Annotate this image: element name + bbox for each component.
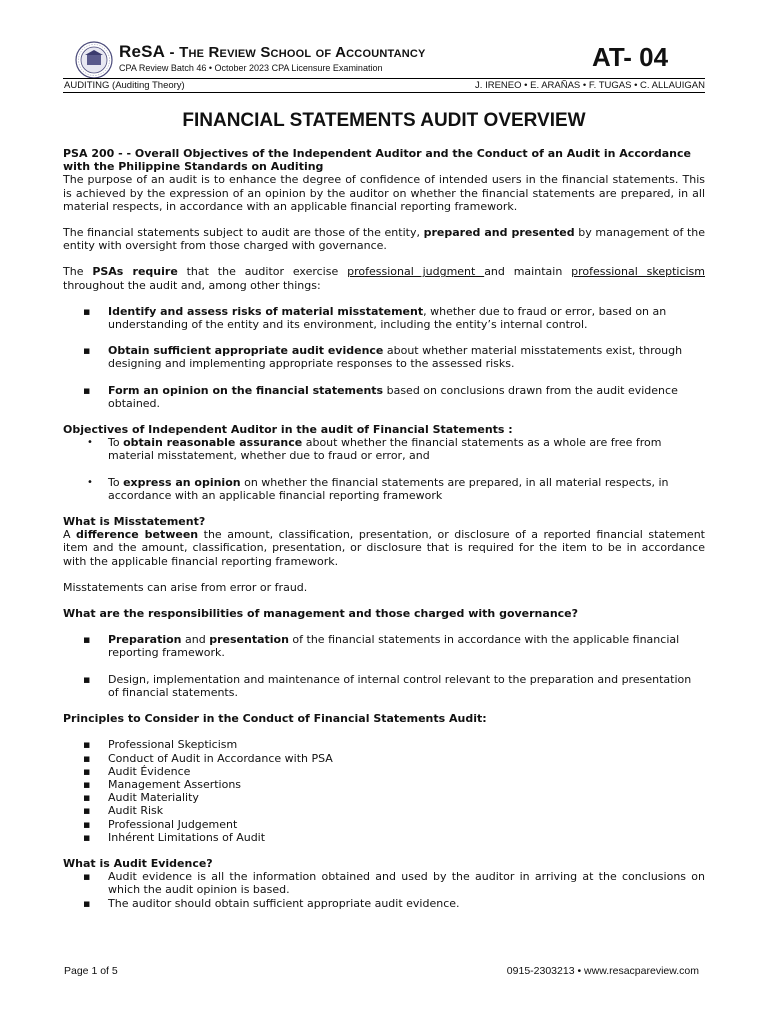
item-bold: Obtain sufficient appropriate audit evidence [108, 344, 384, 358]
item-text: about whether material misstatements exist, through designing and implementing appropriate responses to the assessed risks. [108, 344, 683, 371]
document-code: AT- 04 [592, 42, 669, 72]
list-item: ▪ Professional Judgement [63, 818, 705, 831]
item-text: To [108, 436, 124, 450]
para-text: by management of the entity with oversight from those charged with governance. [63, 226, 705, 253]
list-item: ▪ Professional Skepticism [63, 738, 705, 751]
para-bold: PSAs require [92, 265, 178, 279]
item-text: based on conclusions drawn from the audit evidence obtained. [108, 383, 678, 410]
list-item [63, 633, 705, 659]
page-number: Page 1 of 5 [64, 965, 118, 977]
contact-info: 0915-2303213 • www.resacpareview.com [506, 965, 699, 977]
psa-heading: PSA 200 - - Overall Objectives of the Independent Auditor and the Conduct of an Audit in Accordance with the Philippine Standards on Auditing [63, 147, 691, 174]
item-text: and [181, 633, 210, 647]
list-item [63, 305, 705, 331]
para-text: A [63, 528, 77, 542]
para-text: throughout the audit and, among other things: [63, 278, 321, 292]
para-bold: difference between [76, 528, 199, 542]
psa-require-paragraph [63, 265, 705, 291]
list-item [63, 436, 705, 462]
list-item: ▪ Design, implementation and maintenance of internal control relevant to the preparation and presentation of financial statements. [63, 673, 705, 699]
psa-purpose-paragraph: The purpose of an audit is to enhance the degree of confidence of intended users in the financial statements. This is achieved by the expression of an opinion by the auditor on whether the financial statements are prepared, in all material respects, in accordance with an applicable financial reporting framework. [63, 173, 705, 213]
responsibilities-list [63, 633, 705, 699]
para-text: that the auditor exercise [177, 265, 348, 279]
evidence-heading: What is Audit Evidence? [63, 856, 213, 870]
item-bold: obtain reasonable assurance [123, 436, 303, 450]
school-name [119, 42, 426, 62]
objectives-list [63, 436, 705, 502]
school-name-text: - The Review School of Accountancy [165, 44, 426, 61]
item-text: on whether the financial statements are prepared, in all material respects, in accordance with an applicable financial reporting framework [108, 475, 669, 502]
list-item: ▪ Audit Risk [63, 804, 705, 817]
misstatement-arise: Misstatements can arise from error or fraud. [63, 580, 308, 594]
item-bold: presentation [209, 633, 289, 647]
item-bold: Form an opinion on the financial statements [108, 383, 384, 397]
document-title: FINANCIAL STATEMENTS AUDIT OVERVIEW [182, 110, 586, 131]
item-bold: Preparation [108, 633, 182, 647]
list-item: ▪ Management Assertions [63, 778, 705, 791]
evidence-list [63, 870, 705, 910]
item-text: , whether due to fraud or error, based on an understanding of the entity and its environment, including the entity’s internal control. [108, 304, 667, 332]
objectives-heading: Objectives of Independent Auditor in the audit of Financial Statements : [63, 423, 513, 437]
resa-logo-icon [75, 41, 113, 79]
list-item: ▪ The auditor should obtain sufficient appropriate audit evidence. [63, 897, 705, 910]
list-item [63, 344, 705, 370]
item-text: of the financial statements in accordance with the applicable financial reporting framework. [108, 633, 680, 660]
list-item: ▪ Conduct of Audit in Accordance with PSA [63, 752, 705, 765]
subject-label: AUDITING (Auditing Theory) [64, 80, 185, 91]
psa-requirements-list [63, 305, 705, 410]
document-body [63, 147, 705, 910]
para-text: The financial statements subject to audit are those of the entity, [63, 226, 424, 240]
list-item [63, 476, 705, 502]
para-underline: professional skepticism [571, 265, 706, 279]
principles-heading: Principles to Consider in the Conduct of Financial Statements Audit: [63, 712, 487, 726]
para-bold: prepared and presented [423, 226, 575, 240]
para-text: and maintain [484, 265, 572, 279]
para-underline: professional judgment [347, 265, 485, 279]
item-text: To [108, 475, 124, 489]
misstatement-definition [63, 528, 705, 568]
batch-line: CPA Review Batch 46 • October 2023 CPA Licensure Examination [119, 63, 383, 73]
principles-list [63, 738, 705, 844]
list-item: ▪ Audit Materiality [63, 791, 705, 804]
item-bold: express an opinion [123, 475, 241, 489]
para-text: The [63, 265, 93, 279]
misstatement-heading: What is Misstatement? [63, 515, 206, 529]
list-item: ▪ Audit Évidence [63, 765, 705, 778]
item-text: about whether the financial statements as a whole are free from material misstatement, whether due to fraud or error, and [108, 436, 662, 463]
responsibilities-heading: What are the responsibilities of management and those charged with governance? [63, 607, 579, 621]
authors-label: J. IRENEO • E. ARAÑAS • F. TUGAS • C. ALLAUIGAN [475, 80, 705, 91]
header-rule-top [63, 78, 705, 79]
school-brand: ReSA [119, 42, 166, 61]
list-item [63, 384, 705, 410]
item-bold: Identify and assess risks of material misstatement [108, 304, 424, 318]
para-text: the amount, classification, presentation, or disclosure of a reported financial statement item and the amount, classification, presentation, or disclosure that is required for the item to be in accordance with the applicable financial reporting framework. [63, 528, 705, 568]
list-item: ▪ Inhérent Limitations of Audit [63, 831, 705, 844]
list-item: ▪ Audit evidence is all the information obtained and used by the auditor in arriving at the conclusions on which the audit opinion is based. [63, 870, 705, 896]
header-rule-bottom [63, 92, 705, 93]
psa-subject-paragraph [63, 226, 705, 252]
